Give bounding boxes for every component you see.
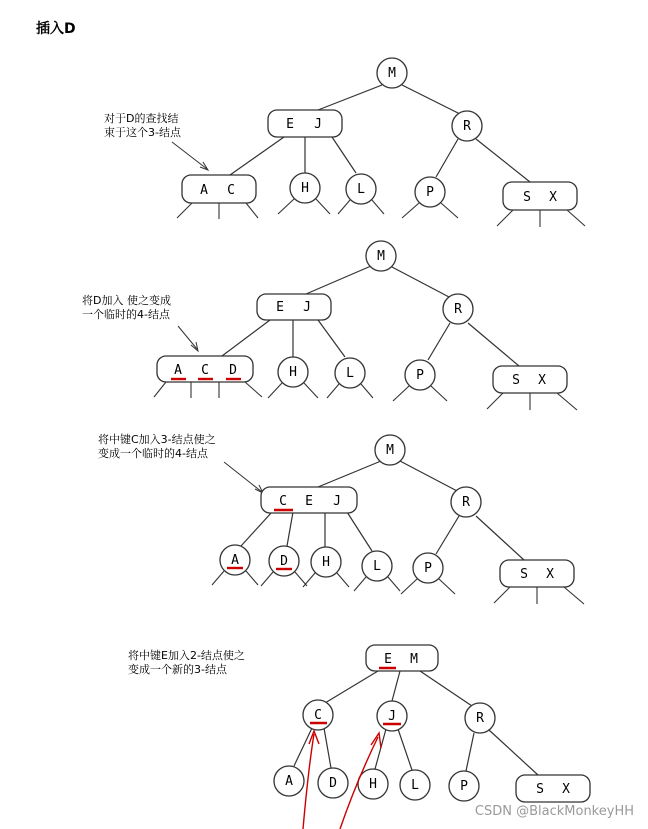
edge bbox=[294, 728, 312, 766]
edge bbox=[420, 671, 472, 706]
tree-node-CEJ bbox=[261, 487, 357, 513]
tree-node-M bbox=[377, 58, 407, 88]
edge bbox=[318, 320, 345, 357]
node-key: H bbox=[369, 777, 377, 792]
node-key: C bbox=[314, 708, 322, 723]
node-key: H bbox=[301, 181, 309, 196]
node-key: S bbox=[512, 373, 520, 388]
tree-node-AC bbox=[177, 175, 258, 219]
node-key: R bbox=[454, 302, 462, 317]
node-key: S bbox=[520, 567, 528, 582]
stage-1-note-line-2: 束于这个3-结点 bbox=[104, 126, 181, 139]
node-key: M bbox=[410, 652, 418, 667]
stage-1-note-arrow bbox=[172, 142, 207, 169]
tree-node-SX bbox=[494, 560, 584, 604]
stage-1-note-arrowhead bbox=[200, 162, 208, 170]
tree-node-H bbox=[268, 357, 318, 398]
edge bbox=[318, 85, 382, 110]
stage-3-note-arrow bbox=[224, 462, 262, 492]
stage-3-note bbox=[98, 432, 263, 493]
edge bbox=[400, 461, 459, 492]
edge bbox=[222, 320, 270, 356]
stage-2-note-line-1: 将D加入 使之变成 bbox=[82, 294, 171, 307]
node-key: L bbox=[346, 366, 354, 381]
edge bbox=[324, 728, 331, 768]
stage-3-note-line-1: 将中键C加入3-结点使之 bbox=[98, 433, 216, 446]
tree-node-D bbox=[261, 546, 307, 586]
tree-node-H bbox=[358, 769, 388, 799]
node-key: C bbox=[227, 183, 235, 198]
node-key: R bbox=[463, 119, 471, 134]
node-key: M bbox=[386, 443, 394, 458]
node-key: A bbox=[285, 774, 293, 789]
edge bbox=[436, 139, 458, 177]
tree-node-D bbox=[318, 768, 348, 798]
edge bbox=[325, 671, 378, 703]
tree-node-H bbox=[303, 547, 349, 587]
edge bbox=[318, 461, 381, 487]
tree-node-R bbox=[452, 111, 482, 141]
node-key: C bbox=[279, 494, 287, 509]
node-key: P bbox=[426, 185, 434, 200]
node-key: S bbox=[523, 190, 531, 205]
edge bbox=[468, 323, 519, 366]
node-key: X bbox=[546, 567, 554, 582]
stage-2-note bbox=[82, 293, 198, 351]
node-key: P bbox=[416, 368, 424, 383]
tree-node-L bbox=[338, 174, 384, 214]
tree-node-EJ bbox=[268, 110, 342, 137]
node-key: A bbox=[200, 183, 208, 198]
tree-node-J bbox=[377, 701, 407, 731]
edge bbox=[476, 516, 524, 560]
node-key: E bbox=[384, 652, 392, 667]
node-key: E bbox=[305, 494, 313, 509]
node-key: M bbox=[388, 66, 396, 81]
tree-node-H bbox=[278, 173, 330, 214]
stage-4-note-line-2: 变成一个新的3-结点 bbox=[128, 663, 227, 676]
tree-node-R bbox=[465, 703, 495, 733]
tree-node-P bbox=[449, 771, 479, 801]
edge bbox=[287, 512, 293, 546]
tree-node-R bbox=[451, 487, 481, 517]
stage-2 bbox=[82, 241, 577, 410]
node-key: D bbox=[229, 363, 237, 378]
edge bbox=[489, 730, 538, 775]
edge bbox=[466, 733, 474, 771]
stage-4-note bbox=[128, 648, 245, 676]
edge bbox=[476, 139, 530, 182]
node-key: J bbox=[333, 494, 341, 509]
stage-2-note-arrow bbox=[178, 326, 197, 349]
tree-node-EJ bbox=[257, 294, 331, 320]
tree-node-SX bbox=[487, 366, 577, 410]
node-key: D bbox=[280, 554, 288, 569]
node-key: E bbox=[276, 300, 284, 315]
tree-node-SX bbox=[516, 775, 590, 802]
stage-3-note-line-2: 变成一个临时的4-结点 bbox=[98, 447, 208, 460]
node-key: P bbox=[460, 779, 468, 794]
edge bbox=[398, 729, 412, 770]
stage-4 bbox=[128, 645, 590, 829]
stage-3 bbox=[98, 432, 584, 604]
node-key: J bbox=[303, 300, 311, 315]
node-key: X bbox=[549, 190, 557, 205]
tree-node-L bbox=[400, 770, 430, 800]
edge bbox=[306, 266, 371, 294]
tree-node-R bbox=[443, 294, 473, 324]
edge bbox=[392, 267, 449, 297]
tree-node-ACD bbox=[154, 356, 262, 398]
node-key: L bbox=[373, 559, 381, 574]
tree-node-L bbox=[327, 358, 373, 398]
node-key: X bbox=[562, 782, 570, 797]
node-key: J bbox=[388, 709, 396, 724]
tree-node-M bbox=[375, 435, 405, 465]
page-title: 插入D bbox=[36, 21, 76, 37]
node-key: E bbox=[286, 117, 294, 132]
edge bbox=[428, 323, 450, 360]
stage-2-note-line-2: 一个临时的4-结点 bbox=[82, 308, 170, 321]
node-key: S bbox=[536, 782, 544, 797]
node-key: X bbox=[538, 373, 546, 388]
stage-4-note-line-1: 将中键E加入2-结点使之 bbox=[128, 649, 245, 662]
node-key: P bbox=[424, 561, 432, 576]
tree-node-M bbox=[366, 241, 396, 271]
node-key: C bbox=[201, 363, 209, 378]
node-key: L bbox=[411, 778, 419, 793]
edge bbox=[402, 85, 462, 115]
node-key: L bbox=[357, 182, 365, 197]
stage-1-note-line-1: 对于D的查找结 bbox=[104, 112, 179, 125]
node-key: M bbox=[377, 249, 385, 264]
tree-node-P bbox=[401, 553, 455, 594]
edge bbox=[375, 729, 386, 769]
edge bbox=[241, 512, 272, 546]
stage-1 bbox=[104, 58, 585, 227]
node-key: R bbox=[462, 495, 470, 510]
node-key: H bbox=[289, 365, 297, 380]
node-key: D bbox=[329, 776, 337, 791]
node-key: J bbox=[314, 117, 322, 132]
edge bbox=[332, 137, 356, 173]
edge bbox=[392, 671, 400, 701]
node-key: A bbox=[231, 553, 239, 568]
node-key: R bbox=[476, 711, 484, 726]
stage-1-note bbox=[104, 111, 208, 170]
red-pointer-arrow bbox=[303, 734, 314, 829]
node-key: H bbox=[322, 555, 330, 570]
edge bbox=[347, 512, 372, 551]
tree-node-SX bbox=[497, 182, 585, 227]
node-key: A bbox=[174, 363, 182, 378]
watermark: CSDN @BlackMonkeyHH bbox=[474, 804, 634, 819]
tree-node-L bbox=[354, 551, 400, 591]
tree-node-P bbox=[393, 360, 447, 401]
tree-node-EM bbox=[366, 645, 438, 671]
tree-node-C bbox=[303, 700, 333, 730]
tree-node-A bbox=[212, 545, 258, 585]
tree-node-P bbox=[402, 177, 458, 218]
tree-node-A bbox=[274, 766, 304, 796]
edge bbox=[436, 516, 459, 554]
edge bbox=[230, 137, 284, 175]
